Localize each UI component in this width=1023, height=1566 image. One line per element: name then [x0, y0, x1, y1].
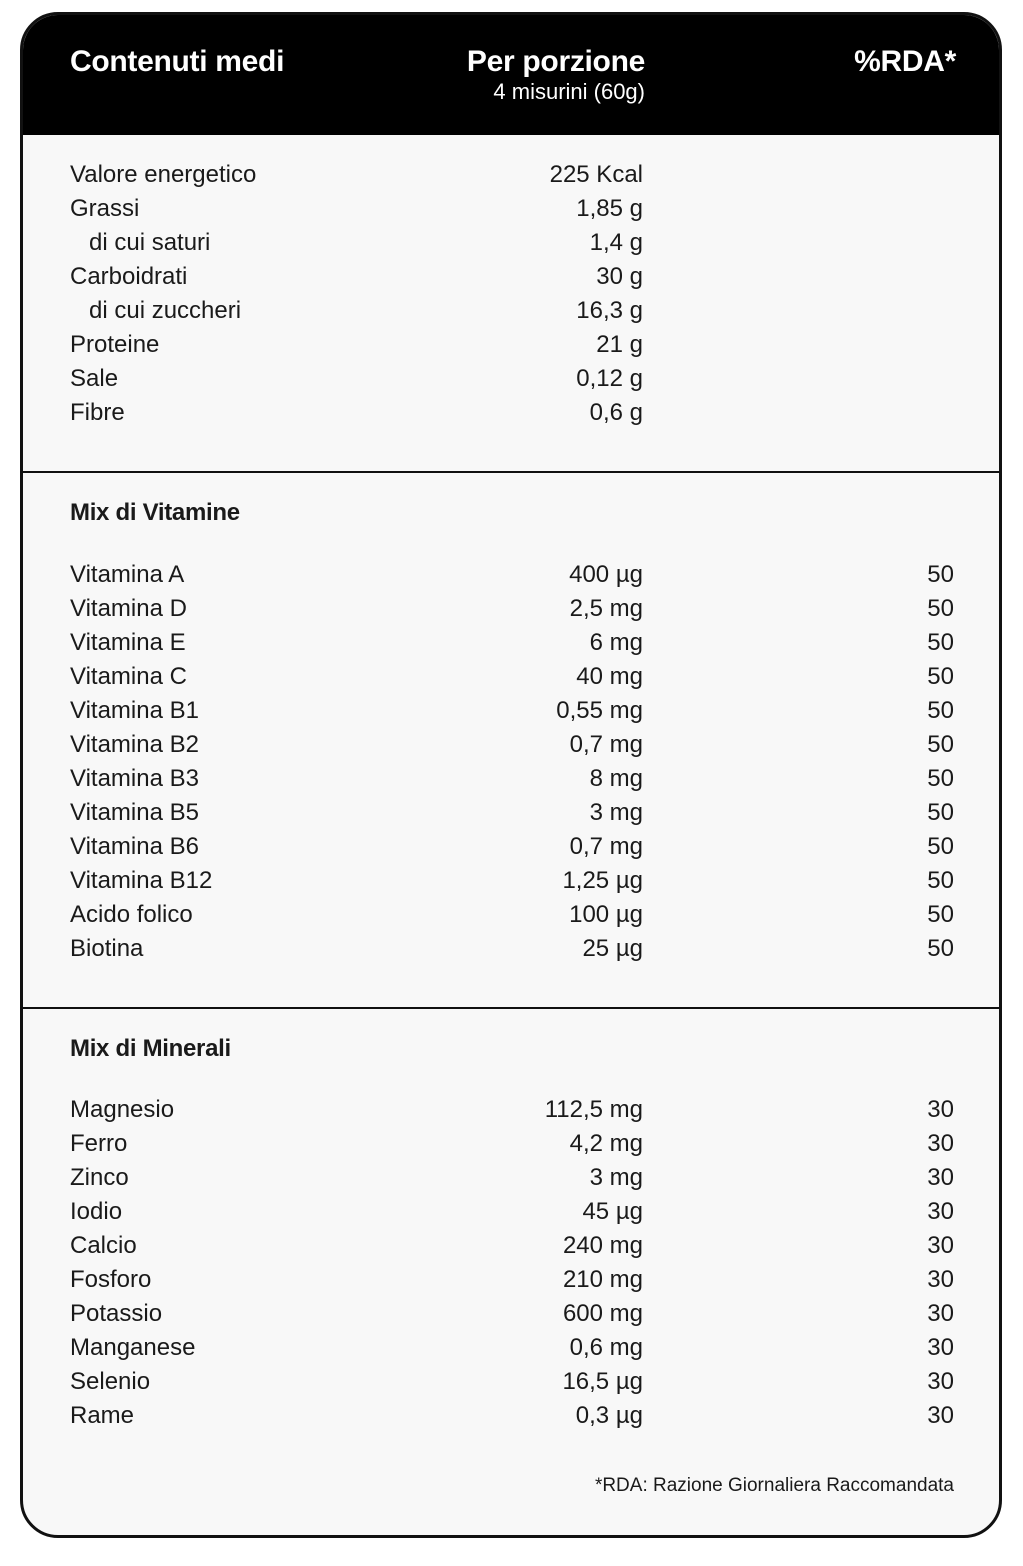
nutrient-rda: 30 [927, 1368, 954, 1395]
nutrient-rda: 30 [927, 1232, 954, 1259]
nutrient-amount: 240 mg [562, 1232, 643, 1259]
table-header [23, 15, 999, 135]
nutrient-rda: 50 [927, 697, 954, 724]
header-rda-label: %RDA* [854, 45, 956, 78]
table-row [23, 796, 999, 830]
nutrient-rda: 30 [927, 1402, 954, 1429]
nutrient-amount: 16,3 g [576, 297, 643, 324]
nutrient-rda: 50 [927, 663, 954, 690]
nutrient-rda: 50 [927, 799, 954, 826]
nutrient-amount: 400 µg [569, 561, 643, 588]
table-row [23, 1229, 999, 1263]
nutrient-name: Vitamina B1 [70, 697, 199, 724]
nutrient-rda: 50 [927, 833, 954, 860]
nutrient-amount: 3 mg [589, 799, 643, 826]
nutrient-name: Valore energetico [70, 161, 257, 188]
table-row [23, 932, 999, 966]
table-row [23, 396, 999, 430]
table-row [23, 328, 999, 362]
header-portion [467, 45, 645, 105]
nutrient-amount: 8 mg [589, 765, 643, 792]
nutrient-amount: 225 Kcal [549, 161, 643, 188]
nutrient-rda: 30 [927, 1266, 954, 1293]
table-row [23, 898, 999, 932]
rda-footnote: *RDA: Razione Giornaliera Raccomandata [594, 1475, 954, 1496]
nutrient-amount: 210 mg [562, 1266, 643, 1293]
nutrient-amount: 16,5 µg [562, 1368, 643, 1395]
nutrient-name: Zinco [70, 1164, 129, 1191]
nutrient-name: Carboidrati [70, 263, 188, 290]
nutrient-amount: 1,85 g [576, 195, 643, 222]
vitamins-title: Mix di Vitamine [70, 499, 240, 526]
nutrient-name: Rame [70, 1402, 135, 1429]
table-row [23, 1297, 999, 1331]
nutrient-amount: 1,25 µg [562, 867, 643, 894]
table-row [23, 226, 999, 260]
nutrient-rda: 50 [927, 901, 954, 928]
nutrient-name: Acido folico [70, 901, 193, 928]
nutrient-rda: 30 [927, 1198, 954, 1225]
section-divider [23, 1007, 999, 1009]
nutrient-amount: 112,5 mg [544, 1096, 643, 1123]
nutrient-name: di cui zuccheri [89, 297, 242, 324]
table-row [23, 1127, 999, 1161]
table-row [23, 626, 999, 660]
nutrient-rda: 30 [927, 1096, 954, 1123]
nutrient-name: Grassi [70, 195, 140, 222]
nutrient-rda: 30 [927, 1130, 954, 1157]
header-portion-sublabel: 4 misurini (60g) [493, 79, 645, 104]
nutrient-name: Vitamina B5 [70, 799, 199, 826]
nutrient-rda: 30 [927, 1300, 954, 1327]
nutrient-name: Vitamina B6 [70, 833, 199, 860]
nutrient-rda: 50 [927, 867, 954, 894]
table-row [23, 362, 999, 396]
minerals-title: Mix di Minerali [70, 1035, 231, 1062]
nutrient-amount: 40 mg [576, 663, 643, 690]
nutrient-name: Ferro [70, 1130, 128, 1157]
nutrition-label-card [20, 12, 1002, 1538]
table-row [23, 1399, 999, 1433]
table-row [23, 260, 999, 294]
table-row [23, 830, 999, 864]
table-row [23, 1263, 999, 1297]
nutrient-name: Manganese [70, 1334, 196, 1361]
nutrient-amount: 3 mg [589, 1164, 643, 1191]
nutrient-amount: 0,7 mg [569, 833, 643, 860]
table-row [23, 592, 999, 626]
mineral-rows [23, 1093, 999, 1433]
nutrient-name: Potassio [70, 1300, 163, 1327]
nutrient-rda: 50 [927, 731, 954, 758]
nutrient-amount: 4,2 mg [569, 1130, 643, 1157]
nutrient-name: Vitamina B2 [70, 731, 199, 758]
nutrient-amount: 2,5 mg [569, 595, 643, 622]
table-row [23, 728, 999, 762]
nutrient-name: Sale [70, 365, 119, 392]
nutrient-amount: 0,55 mg [556, 697, 643, 724]
nutrient-name: Calcio [70, 1232, 137, 1259]
nutrition-rows [23, 158, 999, 430]
nutrient-amount: 0,12 g [576, 365, 643, 392]
table-row [23, 558, 999, 592]
table-row [23, 762, 999, 796]
nutrient-rda: 50 [927, 561, 954, 588]
table-row [23, 294, 999, 328]
nutrient-name: Vitamina A [70, 561, 185, 588]
header-nutrient-label: Contenuti medi [70, 45, 285, 78]
nutrient-amount: 0,7 mg [569, 731, 643, 758]
nutrient-rda: 30 [927, 1334, 954, 1361]
nutrient-rda: 50 [927, 595, 954, 622]
nutrient-amount: 6 mg [589, 629, 643, 656]
table-row [23, 864, 999, 898]
nutrient-name: Biotina [70, 935, 144, 962]
nutrient-amount: 100 µg [569, 901, 643, 928]
nutrient-amount: 21 g [596, 331, 643, 358]
nutrient-amount: 30 g [596, 263, 643, 290]
table-row [23, 1161, 999, 1195]
nutrient-amount: 600 mg [562, 1300, 643, 1327]
nutrient-name: Fibre [70, 399, 125, 426]
nutrient-amount: 1,4 g [589, 229, 643, 256]
table-row [23, 192, 999, 226]
nutrient-amount: 0,6 g [589, 399, 643, 426]
table-row [23, 1093, 999, 1127]
nutrient-name: Selenio [70, 1368, 151, 1395]
nutrient-name: di cui saturi [89, 229, 211, 256]
nutrient-name: Proteine [70, 331, 160, 358]
nutrient-name: Vitamina B12 [70, 867, 213, 894]
section-divider [23, 471, 999, 473]
nutrient-rda: 50 [927, 765, 954, 792]
nutrient-rda: 30 [927, 1164, 954, 1191]
nutrient-name: Vitamina E [70, 629, 186, 656]
table-row [23, 1365, 999, 1399]
table-row [23, 158, 999, 192]
table-row [23, 660, 999, 694]
nutrient-rda: 50 [927, 629, 954, 656]
table-row [23, 694, 999, 728]
table-row [23, 1331, 999, 1365]
table-row [23, 1195, 999, 1229]
nutrient-name: Fosforo [70, 1266, 152, 1293]
header-portion-label: Per porzione [466, 45, 645, 78]
nutrient-name: Vitamina C [70, 663, 187, 690]
nutrient-name: Vitamina D [70, 595, 187, 622]
nutrient-amount: 0,3 µg [575, 1402, 643, 1429]
nutrient-amount: 45 µg [582, 1198, 643, 1225]
nutrient-amount: 25 µg [582, 935, 643, 962]
vitamin-rows [23, 558, 999, 966]
nutrient-name: Vitamina B3 [70, 765, 199, 792]
nutrient-name: Iodio [70, 1198, 123, 1225]
nutrient-amount: 0,6 mg [569, 1334, 643, 1361]
nutrient-rda: 50 [927, 935, 954, 962]
nutrient-name: Magnesio [70, 1096, 175, 1123]
